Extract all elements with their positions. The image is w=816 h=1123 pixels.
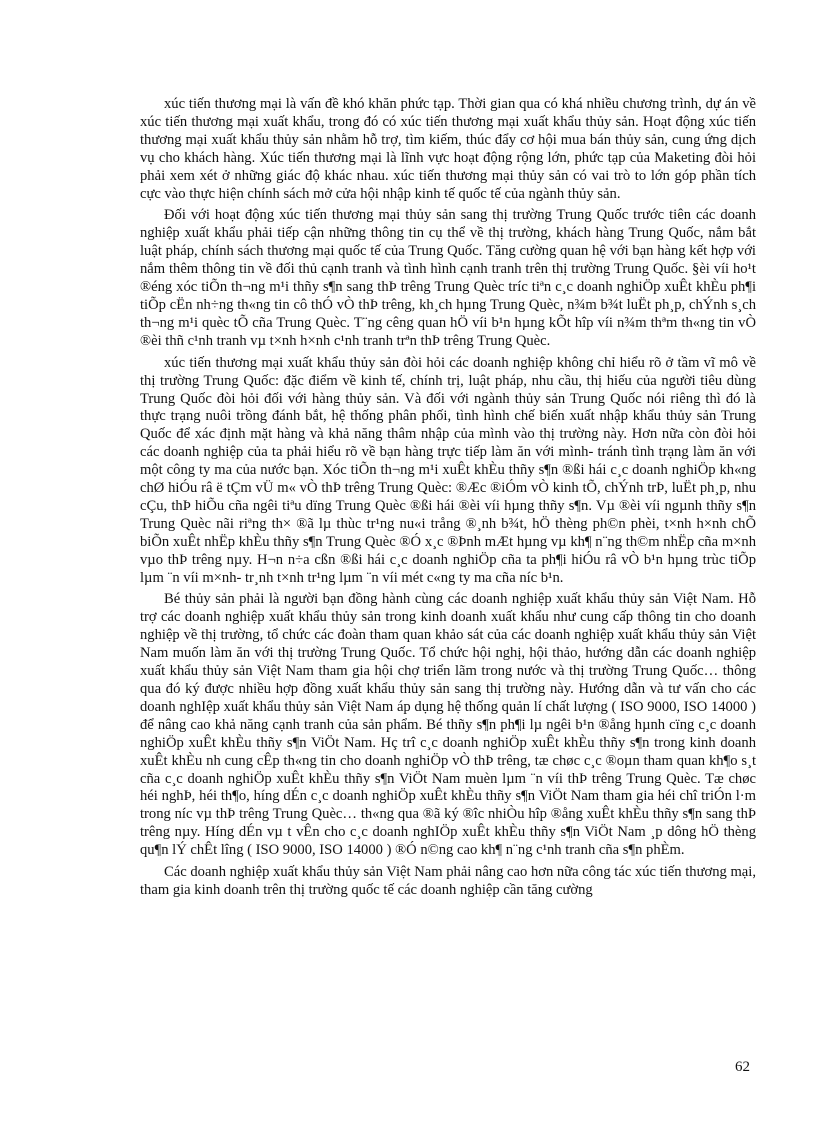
paragraph: xúc tiến thương mại xuất khẩu thủy sản đòi hỏi các doanh nghiệp không chỉ hiểu rõ ở tầm vĩ mô về thị trường Trung Quốc: đặc điểm về kinh tế, chính trị, luật pháp, nhu cầu, thị hiếu của người tiêu dùng Trung Quốc đòi hỏi đối với hàng thủy sản. Và đối với ngành thủy sản Trung Quốc nói riêng thì đó là thực trạng nuôi trồng đánh bắt, hệ thống phân phối, tình hình chế biến xuất nhập khẩu thủy sản Trung Quốc để xác định mặt hàng và khả năng thâm nhập của mình vào thị trường này. Hơn nữa còn đòi hỏi các doanh nghiệp của ta phải hiểu rõ về bạn hàng trực tiếp làm ăn với mình- tránh tình trạng làm ăn với một công ty ma của nước bạn. Xóc tiÕn th¬ng m¹i xuÊt khÈu thñy s¶n ®ßi hái c¸c doanh nghiÖp kh«ng chØ hiÓu râ ë tÇm vÜ m« vÒ thÞ trêng Trung Quèc: ®Æc ®iÓm vÒ kinh tÕ, chÝnh trÞ, luËt ph¸p, nhu cÇu, thÞ hiÕu cña ngêi tiªu dïng Trung Quèc ®ßi hái ®èi víi hµng thñy s¶n. Vµ ®èi víi ngµnh thñy s¶n Trung Quèc nãi riªng th× ®ã lµ thùc tr¹ng nu«i trång ®¸nh b¾t, hÖ thèng ph©n phèi, t×nh h×nh chÕ biÕn xuÊt nhËp khÈu thñy s¶n Trung Quèc ®Ó x¸c ®Þnh mÆt hµng vµ kh¶ n¨ng th©m nhËp cña m×nh vµo thÞ trêng nµy. H¬n n÷a cßn ®ßi hái c¸c doanh nghiÖp cña ta ph¶i hiÓu râ vÒ b¹n hµng trùc tiÕp lµm ¨n víi m×nh- tr¸nh t×nh tr¹ng lµm ¨n víi mét c«ng ty ma cña níc b¹n.	[140, 354, 756, 586]
paragraph: Đối với hoạt động xúc tiến thương mại thủy sản sang thị trường Trung Quốc trước tiên các doanh nghiệp xuất khẩu phải tiếp cận những thông tin cụ thể về thị trường, khách hàng Trung Quốc, nắm bắt luật pháp, chính sách thương mại quốc tế của Trung Quốc. Tăng cường quan hệ với bạn hàng kết hợp với nắm thêm thông tin về đối thủ cạnh tranh và tình hình cạnh tranh trên thị trường Trung Quốc. §èi víi ho¹t ®éng xóc tiÕn th¬ng m¹i thñy s¶n sang thÞ trêng Trung Quèc tríc tiªn c¸c doanh nghiÖp xuÊt khÈu ph¶i tiÕp cËn nh÷ng th«ng tin cô thÓ vÒ thÞ trêng, kh¸ch hµng Trung Quèc, n¾m b¾t luËt ph¸p, chÝnh s¸ch th¬ng m¹i quèc tÕ cña Trung Quèc. T¨ng cêng quan hÖ víi b¹n hµng kÕt hîp víi n¾m thªm th«ng tin vÒ ®èi thñ c¹nh tranh vµ t×nh h×nh c¹nh tranh trªn thÞ trêng Trung Quèc.	[140, 207, 756, 349]
document-body	[140, 96, 756, 900]
paragraph: Các doanh nghiệp xuất khẩu thủy sản Việt Nam phải nâng cao hơn nữa công tác xúc tiến thương mại, tham gia kinh doanh trên thị trường quốc tế các doanh nghiệp cần tăng cường	[140, 864, 756, 898]
paragraph: xúc tiến thương mại là vấn đề khó khăn phức tạp. Thời gian qua có khá nhiều chương trình, dự án về xúc tiến thương mại xuất khẩu, trong đó có xúc tiến thương mại xuất khẩu thủy sản. Hoạt động xúc tiến thương mại xuất khẩu thủy sản nhằm hỗ trợ, tìm kiếm, thúc đẩy cơ hội mua bán thủy sản, cung ứng dịch vụ cho khách hàng. Xúc tiến thương mại là lĩnh vực hoạt động rộng lớn, phức tạp của Maketing đòi hỏi phải xem xét ở những giác độ khác nhau. xúc tiến thương mại thủy sản có vai trò to lớn góp phần tích cực vào thực hiện chính sách mở cửa hội nhập kinh tế quốc tế của ngành thủy sản.	[140, 96, 756, 202]
paragraph: Bé thủy sản phải là người bạn đồng hành cùng các doanh nghiệp xuất khẩu thủy sản Việt Nam. Hỗ trợ các doanh nghiệp xuất khẩu thủy sản trong kinh doanh xuất khẩu như cung cấp thông tin cho doanh nghiệp về thị trường, tổ chức các đoàn tham quan khảo sát của các doanh nghiệp xuất khẩu thủy sản Việt Nam muốn làm ăn với thị trường Trung Quốc. Tổ chức hội nghị, hội thảo, hướng dẫn các doanh nghiệp xuất khẩu thủy sản Việt Nam tham gia hội chợ triển lãm trong nước và thị trường Trung Quốc… thông qua đó ký được nhiều hợp đồng xuất khẩu thủy sản sang thị trường này. Hướng dẫn và tư vấn cho các doanh nghIệp xuất khẩu thủy sản Việt Nam áp dụng hệ thống quản lí chất lượng ( ISO 9000, ISO 14000 ) để nâng cao khả năng cạnh tranh của sản phẩm. Bé thñy s¶n ph¶i lµ ngêi b¹n ®ång hµnh cïng c¸c doanh nghiÖp xuÊt khÈu thñy s¶n ViÖt Nam. Hç trî c¸c doanh nghiÖp xuÊt khÈu thñy s¶n trong kinh doanh xuÊt khÈu nh cung cÊp th«ng tin cho doanh nghiÖp vÒ thÞ trêng, tæ chøc c¸c ®oµn tham quan kh¶o s¸t cña c¸c doanh nghiÖp xuÊt khÈu thñy s¶n ViÖt Nam muèn lµm ¨n víi thÞ trêng Trung Quèc. Tæ chøc héi nghÞ, héi th¶o, híng dÉn c¸c doanh nghiÖp xuÊt khÈu thñy s¶n ViÖt Nam tham gia héi chî triÓn l·m trong níc vµ thÞ trêng Trung Quèc… th«ng qua ®ã ký ®îc nhiÒu hîp ®ång xuÊt khÈu thñy s¶n sang thÞ trêng nµy. Híng dÉn vµ t vÊn cho c¸c doanh nghIÖp xuÊt khÈu thñy s¶n ViÖt Nam ¸p dông hÖ thèng qu¶n lÝ chÊt lîng ( ISO 9000, ISO 14000 ) ®Ó n©ng cao kh¶ n¨ng c¹nh tranh cña s¶n phÈm.	[140, 591, 756, 859]
page-number: 62	[735, 1059, 750, 1075]
